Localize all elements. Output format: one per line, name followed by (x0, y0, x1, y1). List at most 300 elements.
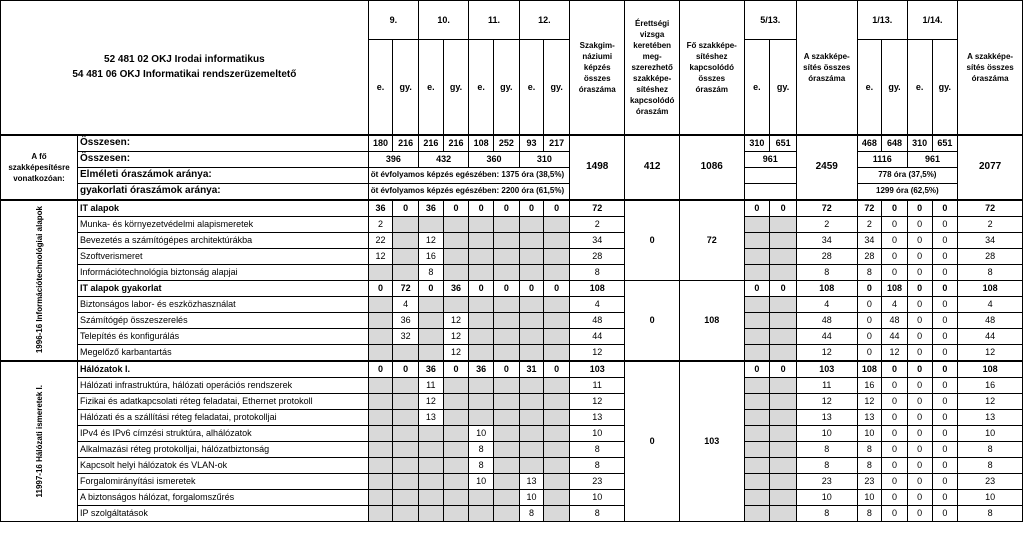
row-value (544, 296, 570, 312)
row-c-value: 0 (857, 328, 882, 344)
row-value: 0 (469, 200, 494, 217)
row-value: 0 (368, 280, 393, 296)
row-szakgim: 48 (570, 312, 625, 328)
row-value: 13 (419, 409, 444, 425)
row-a-total-2: 10 (958, 489, 1023, 505)
row-value: 12 (443, 328, 469, 344)
row-value: 0 (519, 280, 544, 296)
row-label: Számítógép összeszerelés (78, 312, 369, 328)
table-row (1, 328, 1023, 344)
summary-row2-value: 432 (419, 151, 469, 167)
row-value (469, 216, 494, 232)
row-b-value (770, 328, 797, 344)
row-value (368, 328, 393, 344)
row-szakgim: 8 (570, 441, 625, 457)
row-c-value: 0 (907, 328, 932, 344)
row-c-value: 0 (882, 377, 908, 393)
row-value: 11 (419, 377, 444, 393)
row-c-value: 0 (932, 280, 958, 296)
row-a-total-2: 108 (958, 361, 1023, 378)
table-row (1, 232, 1023, 248)
row-fo: 108 (679, 280, 744, 361)
summary-row1-value: 252 (493, 135, 519, 152)
row-a-total-2: 16 (958, 377, 1023, 393)
row-value (493, 312, 519, 328)
row-b-value (744, 505, 770, 521)
row-value (519, 264, 544, 280)
row-value: 13 (519, 473, 544, 489)
row-c-value: 0 (907, 393, 932, 409)
row-label: Hálózatok I. (78, 361, 369, 378)
row-b-value (770, 377, 797, 393)
row-value (419, 473, 444, 489)
row-value (419, 505, 444, 521)
row-a-total: 103 (796, 361, 857, 378)
row-value (393, 489, 419, 505)
row-value (519, 393, 544, 409)
row-c-value: 0 (907, 296, 932, 312)
summary-row1-value: 216 (393, 135, 419, 152)
title-line-1: 52 481 02 OKJ Irodai informatikus (104, 54, 265, 66)
row-value (493, 264, 519, 280)
row-value (443, 296, 469, 312)
table-row (1, 377, 1023, 393)
row-value (469, 312, 494, 328)
row-label: IT alapok (78, 200, 369, 217)
row-c-value: 0 (907, 312, 932, 328)
table-row (1, 280, 1023, 296)
row-c-value: 0 (932, 312, 958, 328)
row-label: Telepítés és konfigurálás (78, 328, 369, 344)
row-c-value: 0 (932, 425, 958, 441)
row-value: 36 (393, 312, 419, 328)
summary-row1-value: 216 (443, 135, 469, 152)
row-a-total-2: 12 (958, 344, 1023, 361)
row-szakgim: 8 (570, 505, 625, 521)
row-c-value: 8 (857, 457, 882, 473)
row-szakgim: 10 (570, 489, 625, 505)
row-b-value (770, 264, 797, 280)
row-szakgim: 28 (570, 248, 625, 264)
summary-row2-value: 360 (469, 151, 519, 167)
module-side-label (1, 200, 78, 361)
row-value (419, 328, 444, 344)
row-c-value: 0 (857, 312, 882, 328)
y11-e-header: e. (469, 40, 494, 135)
row-value: 12 (443, 312, 469, 328)
y5-13-gy-header: gy. (770, 40, 797, 135)
row-szakgim: 4 (570, 296, 625, 312)
summary-row4-c: 1299 óra (62,5%) (857, 183, 958, 200)
row-c-value: 0 (907, 505, 932, 521)
row-value (493, 441, 519, 457)
table-row (1, 505, 1023, 521)
row-c-value: 108 (857, 361, 882, 378)
row-b-value (770, 409, 797, 425)
row-value (393, 216, 419, 232)
row-value (419, 425, 444, 441)
row-label: Fizikai és adatkapcsolati réteg feladatai, Ethernet protokoll (78, 393, 369, 409)
row-b-value (770, 344, 797, 361)
row-a-total-2: 28 (958, 248, 1023, 264)
row-value: 8 (519, 505, 544, 521)
row-c-value: 0 (932, 361, 958, 378)
row-value (544, 425, 570, 441)
row-value (393, 457, 419, 473)
row-a-total-2: 8 (958, 264, 1023, 280)
row-c-value: 0 (857, 344, 882, 361)
row-c-value: 0 (907, 232, 932, 248)
row-a-total: 34 (796, 232, 857, 248)
row-c-value: 0 (932, 457, 958, 473)
row-value: 0 (519, 200, 544, 217)
row-c-value: 0 (882, 441, 908, 457)
row-c-value: 0 (907, 216, 932, 232)
row-value (493, 377, 519, 393)
row-szakgim: 72 (570, 200, 625, 217)
row-value (419, 216, 444, 232)
summary-row3-b (744, 167, 796, 183)
row-value: 36 (419, 361, 444, 378)
row-value (544, 457, 570, 473)
row-a-total-2: 108 (958, 280, 1023, 296)
row-value (368, 377, 393, 393)
row-label: IP szolgáltatások (78, 505, 369, 521)
row-label: Hálózati infrastruktúra, hálózati operációs rendszerek (78, 377, 369, 393)
row-value (393, 505, 419, 521)
row-c-value: 0 (932, 232, 958, 248)
row-value (544, 232, 570, 248)
row-c-value: 0 (907, 264, 932, 280)
row-value (443, 216, 469, 232)
row-value: 10 (469, 425, 494, 441)
module-side-text: 11997-16 Hálózati ismeretek I. (34, 384, 44, 498)
row-value (443, 248, 469, 264)
row-c-value: 0 (907, 361, 932, 378)
row-szakgim: 44 (570, 328, 625, 344)
row-value (368, 312, 393, 328)
row-a-total: 72 (796, 200, 857, 217)
row-value (469, 377, 494, 393)
row-a-total-2: 13 (958, 409, 1023, 425)
row-value: 8 (469, 457, 494, 473)
year-1-13: 1/13. (857, 1, 907, 40)
total-a: 2459 (796, 135, 857, 200)
row-a-total-2: 8 (958, 457, 1023, 473)
row-szakgim: 12 (570, 393, 625, 409)
year-10: 10. (419, 1, 469, 40)
summary-row1-label: Összesen: (78, 135, 369, 152)
row-c-value: 10 (857, 489, 882, 505)
row-c-value: 0 (932, 296, 958, 312)
y1-13-e-header: e. (857, 40, 882, 135)
row-value (493, 216, 519, 232)
summary-row1-c: 651 (932, 135, 958, 152)
row-c-value: 0 (932, 248, 958, 264)
row-value (544, 216, 570, 232)
row-a-total: 2 (796, 216, 857, 232)
row-c-value: 0 (932, 505, 958, 521)
row-b-value: 0 (770, 280, 797, 296)
row-value (544, 328, 570, 344)
row-value (544, 473, 570, 489)
row-value (443, 393, 469, 409)
row-value (493, 457, 519, 473)
row-a-total: 12 (796, 393, 857, 409)
row-b-value (744, 489, 770, 505)
table-row (1, 248, 1023, 264)
row-value (393, 473, 419, 489)
y9-e-header: e. (368, 40, 393, 135)
row-value (393, 344, 419, 361)
row-c-value: 0 (907, 425, 932, 441)
row-b-value: 0 (770, 361, 797, 378)
row-value (443, 264, 469, 280)
row-value (519, 232, 544, 248)
year-12: 12. (519, 1, 569, 40)
row-a-total-2: 44 (958, 328, 1023, 344)
row-value (469, 248, 494, 264)
row-a-total: 8 (796, 505, 857, 521)
row-value (519, 328, 544, 344)
row-value (443, 232, 469, 248)
row-b-value (744, 377, 770, 393)
row-a-total-2: 12 (958, 393, 1023, 409)
row-b-value (744, 264, 770, 280)
summary-row1-value: 180 (368, 135, 393, 152)
row-value (493, 232, 519, 248)
row-value (443, 409, 469, 425)
y1-13-gy-header: gy. (882, 40, 908, 135)
y5-13-e-header: e. (744, 40, 770, 135)
row-label: Biztonságos labor- és eszközhasználat (78, 296, 369, 312)
row-value: 36 (419, 200, 444, 217)
row-c-value: 0 (932, 264, 958, 280)
row-value (544, 489, 570, 505)
row-value (393, 377, 419, 393)
row-c-value: 0 (882, 264, 908, 280)
total-fo: 1086 (679, 135, 744, 200)
row-c-value: 0 (907, 377, 932, 393)
row-c-value: 48 (882, 312, 908, 328)
col-fo: Fő szakképe-sítéshez kapcsolódó összes óraszám (679, 1, 744, 135)
summary-row1-b: 651 (770, 135, 797, 152)
row-value (368, 457, 393, 473)
row-value (469, 489, 494, 505)
row-c-value: 23 (857, 473, 882, 489)
row-a-total: 44 (796, 328, 857, 344)
row-c-value: 0 (932, 328, 958, 344)
summary-row2-c: 1116 (857, 151, 907, 167)
row-szakgim: 23 (570, 473, 625, 489)
row-value (544, 409, 570, 425)
row-c-value: 0 (907, 441, 932, 457)
row-value (493, 328, 519, 344)
summary-row4-text: öt évfolyamos képzés egészében: 2200 óra (61,5%) (368, 183, 569, 200)
y12-e-header: e. (519, 40, 544, 135)
row-value (443, 425, 469, 441)
row-value: 2 (368, 216, 393, 232)
row-c-value: 0 (932, 473, 958, 489)
row-szakgim: 108 (570, 280, 625, 296)
row-a-total-2: 48 (958, 312, 1023, 328)
row-b-value (770, 489, 797, 505)
row-b-value: 0 (744, 200, 770, 217)
col-a-total: A szakképe-sítés összes óraszáma (796, 1, 857, 135)
row-value: 0 (493, 280, 519, 296)
row-b-value (770, 393, 797, 409)
table-row (1, 264, 1023, 280)
row-c-value: 0 (857, 296, 882, 312)
row-value (443, 457, 469, 473)
row-value (419, 344, 444, 361)
row-c-value: 2 (857, 216, 882, 232)
row-value: 31 (519, 361, 544, 378)
row-value (469, 264, 494, 280)
row-value (368, 425, 393, 441)
summary-side-label: A fő szakképesítésre vonatkozóan: (1, 135, 78, 200)
row-fo: 72 (679, 200, 744, 281)
row-a-total-2: 8 (958, 441, 1023, 457)
row-value (443, 441, 469, 457)
row-a-total-2: 23 (958, 473, 1023, 489)
summary-row1-value: 217 (544, 135, 570, 152)
row-c-value: 108 (882, 280, 908, 296)
row-value (544, 441, 570, 457)
col-a-total-2: A szakképe-sítés összes óraszáma (958, 1, 1023, 135)
row-value (493, 489, 519, 505)
year-5-13: 5/13. (744, 1, 796, 40)
row-c-value: 0 (882, 248, 908, 264)
row-value (544, 264, 570, 280)
summary-row2-value: 310 (519, 151, 569, 167)
row-value (443, 489, 469, 505)
table-row (1, 393, 1023, 409)
y12-gy-header: gy. (544, 40, 570, 135)
row-value: 12 (419, 393, 444, 409)
row-erettsegi: 0 (625, 200, 679, 281)
row-b-value (744, 248, 770, 264)
row-value (493, 296, 519, 312)
row-b-value (744, 328, 770, 344)
row-value: 0 (368, 361, 393, 378)
row-value: 0 (544, 280, 570, 296)
row-value: 22 (368, 232, 393, 248)
row-a-total-2: 34 (958, 232, 1023, 248)
row-value (469, 393, 494, 409)
row-value (419, 312, 444, 328)
row-c-value: 0 (907, 200, 932, 217)
row-b-value (770, 216, 797, 232)
row-c-value: 0 (907, 280, 932, 296)
summary-row4-label: gyakorlati óraszámok aránya: (78, 183, 369, 200)
summary-row2-label: Összesen: (78, 151, 369, 167)
summary-row3-c: 778 óra (37,5%) (857, 167, 958, 183)
row-c-value: 0 (882, 232, 908, 248)
row-b-value (744, 216, 770, 232)
row-value (393, 264, 419, 280)
y9-gy-header: gy. (393, 40, 419, 135)
row-szakgim: 12 (570, 344, 625, 361)
row-fo: 103 (679, 361, 744, 522)
row-c-value: 0 (882, 489, 908, 505)
row-value: 0 (544, 200, 570, 217)
row-a-total: 11 (796, 377, 857, 393)
row-b-value (744, 457, 770, 473)
row-a-total-2: 8 (958, 505, 1023, 521)
row-value (519, 457, 544, 473)
summary-row1-c: 648 (882, 135, 908, 152)
page-title (1, 1, 369, 135)
row-label: IT alapok gyakorlat (78, 280, 369, 296)
row-value: 0 (443, 200, 469, 217)
row-szakgim: 10 (570, 425, 625, 441)
row-value: 0 (469, 280, 494, 296)
row-value (469, 409, 494, 425)
row-value (544, 312, 570, 328)
year-11: 11. (469, 1, 519, 40)
row-c-value: 0 (907, 457, 932, 473)
row-value (393, 409, 419, 425)
row-b-value (744, 409, 770, 425)
row-value (493, 248, 519, 264)
row-c-value: 12 (857, 393, 882, 409)
row-value (443, 377, 469, 393)
row-b-value (770, 425, 797, 441)
year-1-14: 1/14. (907, 1, 957, 40)
row-c-value: 13 (857, 409, 882, 425)
row-c-value: 10 (857, 425, 882, 441)
row-a-total: 13 (796, 409, 857, 425)
row-c-value: 8 (857, 505, 882, 521)
row-value (393, 441, 419, 457)
row-c-value: 0 (882, 425, 908, 441)
table-row (1, 200, 1023, 217)
row-szakgim: 34 (570, 232, 625, 248)
y11-gy-header: gy. (493, 40, 519, 135)
row-a-total: 28 (796, 248, 857, 264)
row-a-total: 23 (796, 473, 857, 489)
row-value (469, 328, 494, 344)
row-label: Hálózati és a szállítási réteg feladatai, protokolljai (78, 409, 369, 425)
row-c-value: 0 (882, 409, 908, 425)
table-row (1, 473, 1023, 489)
row-b-value (744, 344, 770, 361)
row-szakgim: 13 (570, 409, 625, 425)
row-szakgim: 8 (570, 264, 625, 280)
row-label: Megelőző karbantartás (78, 344, 369, 361)
row-value: 16 (419, 248, 444, 264)
row-c-value: 0 (882, 393, 908, 409)
row-c-value: 0 (857, 280, 882, 296)
row-value (544, 377, 570, 393)
row-c-value: 0 (882, 505, 908, 521)
row-c-value: 0 (907, 248, 932, 264)
row-c-value: 8 (857, 441, 882, 457)
row-b-value (744, 473, 770, 489)
row-value (519, 344, 544, 361)
summary-row1-c: 468 (857, 135, 882, 152)
row-value (544, 248, 570, 264)
row-c-value: 0 (932, 409, 958, 425)
row-label: Munka- és környezetvédelmi alapismeretek (78, 216, 369, 232)
row-label: IPv4 és IPv6 címzési struktúra, alhálózatok (78, 425, 369, 441)
row-value (519, 441, 544, 457)
row-value (519, 425, 544, 441)
row-c-value: 8 (857, 264, 882, 280)
row-c-value: 0 (932, 393, 958, 409)
col-szakgim: Szakgim-náziumi képzés összes óraszáma (570, 1, 625, 135)
